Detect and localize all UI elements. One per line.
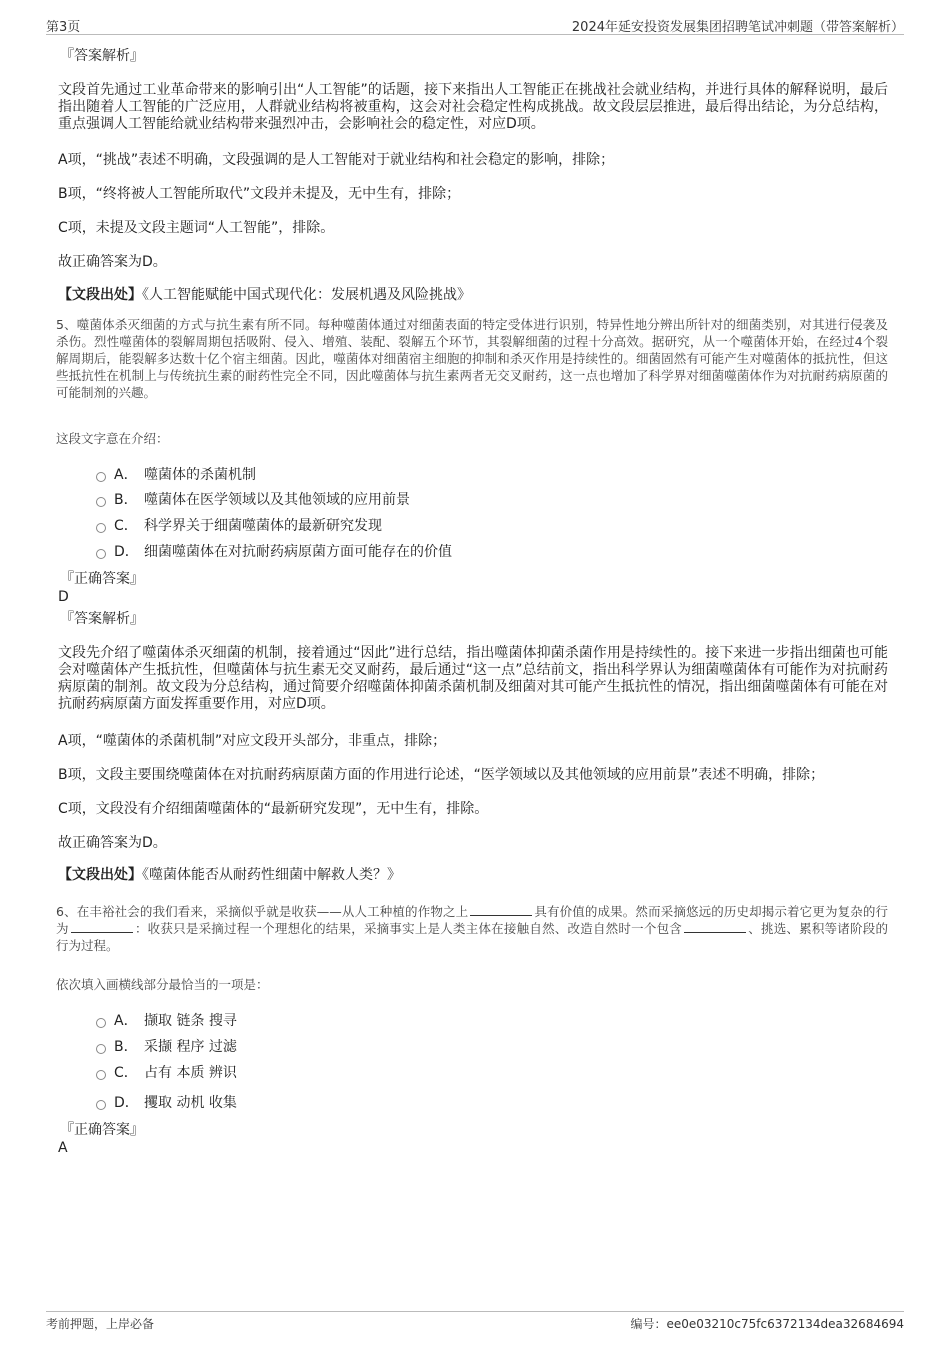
page-header [46,14,904,35]
q4-analysis-text: 文段首先通过工业革命带来的影响引出“人工智能”的话题，接下来指出人工智能正在挑战社会就业结构，并进行具体的解释说明，最后指出随着人工智能的广泛应用，人群就业结构将被重构，这会对社会稳定性构成挑战。故文段层层推进，最后得出结论，为分总结构，重点强调人工智能给就业结构带来强烈冲击，会影响社会的稳定性，对应D项。 [58,82,888,132]
radio-icon[interactable] [96,1018,106,1028]
q5-source [58,867,888,884]
q6-stem: 6、在丰裕社会的我们看来，采摘似乎就是收获——从人工种植的作物之上 具有价值的成果。然而采摘悠远的历史却揭示着它更为复杂的行为 ：收获只是采摘过程一个理想化的结果，采摘事实上是人类主体在接触自然、改造自然时一个包含 、挑选、累积等诸阶段的行为过程。 [56,904,888,953]
radio-icon[interactable] [96,549,106,559]
q5-option-c[interactable]: C． 科学界关于细菌噬菌体的最新研究发现 [96,517,382,535]
q5-source-title: 《噬菌体能否从耐药性细菌中解救人类？》 [142,867,401,883]
q5-option-a-note: A项，“噬菌体的杀菌机制”对应文段开头部分，非重点，排除； [58,733,447,749]
q5-option-b-note: B项，文段主要围绕噬菌体在对抗耐药病原菌方面的作用进行论述，“医学领域以及其他领域的应用前景”表述不明确，排除； [58,767,825,783]
radio-icon[interactable] [96,472,106,482]
q6-prompt: 依次填入画横线部分最恰当的一项是： [56,977,269,992]
radio-icon[interactable] [96,523,106,533]
q6-option-b[interactable]: B． 采撷 程序 过滤 [96,1038,237,1056]
radio-icon[interactable] [96,1100,106,1110]
q5-source-label: 【文段出处】 [58,867,142,883]
q5-option-d[interactable]: D． 细菌噬菌体在对抗耐药病原菌方面可能存在的价值 [96,543,452,561]
q5-analysis-text: 文段先介绍了噬菌体杀灭细菌的机制，接着通过“因此”进行总结，指出噬菌体抑菌杀菌作用是持续性的。接下来进一步指出细菌也可能会对噬菌体产生抵抗性，但噬菌体与抗生素无交叉耐药，最后通过“这一点”总结前文，指出科学界认为细菌噬菌体有可能作为对抗耐药病原菌的制剂。故文段为分总结构，通过简要介绍噬菌体抑菌杀菌机制及细菌对其可能产生抵抗性的情况，指出细菌噬菌体有可能在对抗耐药病原菌方面发挥重要作用，对应D项。 [58,645,888,712]
q5-prompt: 这段文字意在介绍： [56,431,169,446]
blank-1 [470,903,532,916]
q4-source-label: 【文段出处】 [58,287,142,303]
q6-option-a[interactable]: A． 撷取 链条 搜寻 [96,1012,237,1030]
document-code: 编号：ee0e03210c75fc6372134dea32684694 [630,1317,904,1331]
q4-option-b-note: B项，“终将被人工智能所取代”文段并未提及，无中生有，排除； [58,186,461,202]
q5-answer-label: 『正确答案』 [60,571,144,587]
q6-answer-label: 『正确答案』 [60,1122,144,1138]
q6-option-d[interactable]: D． 攫取 动机 收集 [96,1094,237,1112]
q6-answer: A [58,1140,68,1156]
q4-analysis-label: 『答案解析』 [60,48,144,64]
radio-icon[interactable] [96,497,106,507]
q4-source-title: 《人工智能赋能中国式现代化：发展机遇及风险挑战》 [142,287,471,303]
radio-icon[interactable] [96,1044,106,1054]
blank-2 [71,920,133,933]
q6-option-c[interactable]: C． 占有 本质 辨识 [96,1064,237,1082]
document-title: 2024年延安投资发展集团招聘笔试冲刺题（带答案解析） [571,20,904,35]
q5-option-b[interactable]: B． 噬菌体在医学领域以及其他领域的应用前景 [96,491,410,509]
q5-option-a[interactable]: A． 噬菌体的杀菌机制 [96,466,256,484]
q4-option-c-note: C项，未提及文段主题词“人工智能”，排除。 [58,220,335,236]
q5-stem: 5、噬菌体杀灭细菌的方式与抗生素有所不同。每种噬菌体通过对细菌表面的特定受体进行识别，特异性地分辨出所针对的细菌类别，对其进行侵袭及杀伤。烈性噬菌体的裂解周期包括吸附、侵入、增殖、装配、裂解五个环节，其裂解细菌的过程十分高效。据研究，从一个噬菌体开始，在经过4个裂解周期后，能裂解多达数十亿个宿主细菌。因此，噬菌体对细菌宿主细胞的抑制和杀灭作用是持续性的。细菌固然有可能产生对噬菌体的抵抗性，但这些抵抗性在机制上与传统抗生素的耐药性完全不同，因此噬菌体与抗生素两者无交叉耐药，这一点也增加了科学界对细菌噬菌体作为对抗耐药病原菌的可能制剂的兴趣。 [56,317,888,400]
radio-icon[interactable] [96,1070,106,1080]
q5-conclusion: 故正确答案为D。 [58,835,167,851]
q4-conclusion: 故正确答案为D。 [58,254,167,270]
q4-option-a-note: A项，“挑战”表述不明确，文段强调的是人工智能对于就业结构和社会稳定的影响，排除； [58,152,615,168]
q5-analysis-label: 『答案解析』 [60,611,144,627]
footer-slogan: 考前押题，上岸必备 [46,1317,155,1331]
page-number: 第3页 [46,20,81,35]
blank-3 [684,920,746,933]
q5-answer: D [58,589,69,605]
page-footer [46,1311,904,1336]
q4-source [58,287,888,304]
q5-option-c-note: C项，文段没有介绍细菌噬菌体的“最新研究发现”，无中生有，排除。 [58,801,489,817]
